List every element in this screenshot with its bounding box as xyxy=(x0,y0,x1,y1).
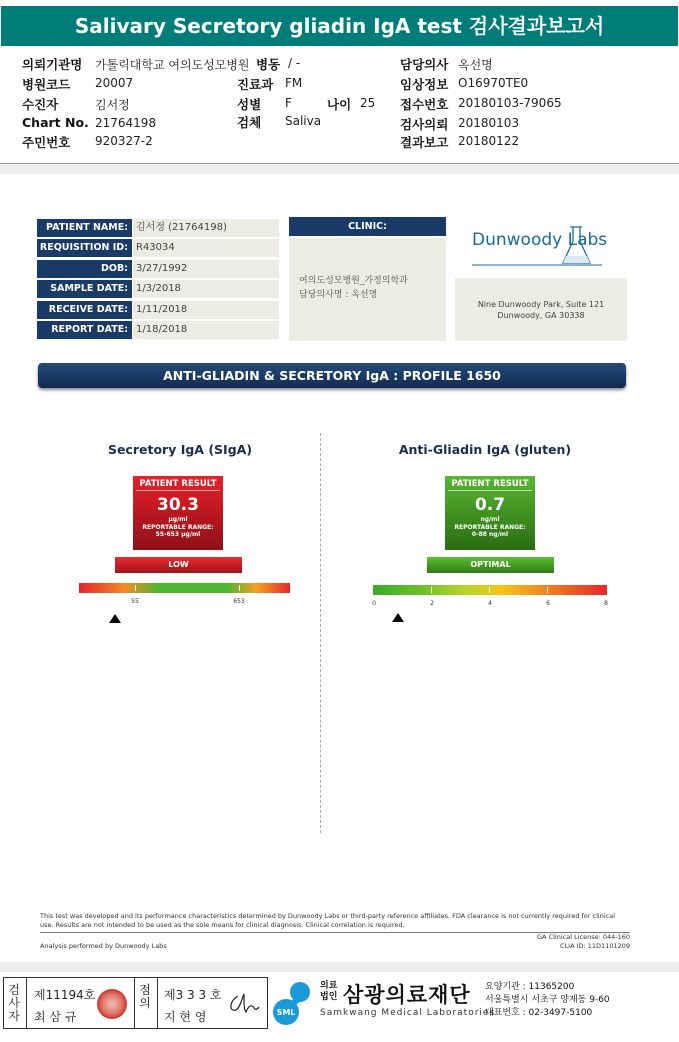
result-box xyxy=(445,476,535,550)
header-label: 병원코드 xyxy=(22,77,71,92)
examiner-license: 제11194호 xyxy=(34,988,96,1002)
header-label: 수진자 xyxy=(22,97,59,112)
ward-value: / - xyxy=(288,56,301,70)
clinic-name: 여의도성모병원_가정의학과 xyxy=(299,276,408,286)
result-value: 0.7 xyxy=(474,495,506,515)
signature-box xyxy=(3,977,268,1029)
patient-value: 1/18/2018 xyxy=(133,321,279,339)
doctor-license: 제3 3 3 호 xyxy=(164,988,222,1002)
patient-value: 1/3/2018 xyxy=(133,280,279,298)
clinic-box xyxy=(289,238,446,341)
result-marker xyxy=(109,614,121,623)
test-title: Secretory IgA (SIgA) xyxy=(107,442,253,457)
header-value: 옥선명 xyxy=(458,58,493,72)
license-info xyxy=(500,933,630,951)
result-box xyxy=(133,476,223,550)
range-gauge xyxy=(373,585,607,595)
sml-english-name: Samkwang Medical Laboratories xyxy=(320,1008,496,1018)
examiner-label: 검사자 xyxy=(8,983,20,1023)
header-value: 20007 xyxy=(95,76,134,90)
sml-logo-icon xyxy=(272,980,314,1026)
header-value: 20180122 xyxy=(458,134,520,148)
header-label: 결과보고 xyxy=(400,135,449,150)
lab-address-line1: Nine Dunwoody Park, Suite 121 xyxy=(477,300,605,309)
sml-badge: SML xyxy=(276,1008,296,1017)
tick-label: 2 xyxy=(430,600,434,607)
gauge-tick xyxy=(135,585,136,591)
seal-stamp-icon xyxy=(97,989,127,1019)
header-value: 김서정 xyxy=(95,98,130,112)
report-title: Salivary Secretory gliadin IgA test 검사결과보고서 xyxy=(1,6,678,46)
header-value: O16970TE0 xyxy=(458,76,529,90)
result-unit: ng/ml xyxy=(480,516,500,523)
examiner-name: 최 삼 규 xyxy=(34,1010,77,1024)
lab-address xyxy=(455,278,627,341)
dept-value: FM xyxy=(285,76,303,90)
result-value: 30.3 xyxy=(157,495,199,515)
specimen-value: Saliva xyxy=(285,114,322,128)
signature-scribble-icon xyxy=(224,990,260,1018)
sex-value: F xyxy=(285,96,292,110)
patient-label: REQUISITION ID: xyxy=(37,239,132,257)
dept-label: 진료과 xyxy=(237,77,274,92)
analysis-note: Analysis performed by Dunwoody Labs xyxy=(40,942,167,950)
tick-label: 55 xyxy=(131,598,139,605)
header-label: 임상정보 xyxy=(400,77,449,92)
status-badge: LOW xyxy=(115,557,242,573)
header-label: 담당의사 xyxy=(400,57,449,72)
sml-name: 삼광의료재단 xyxy=(343,983,471,1007)
footer-band xyxy=(0,962,679,972)
patient-value: R43034 xyxy=(133,239,279,257)
clia-id: CLIA ID: 11D1101209 xyxy=(560,942,630,950)
age-label: 나이 xyxy=(327,97,352,112)
panel-divider xyxy=(320,433,321,833)
patient-value: 1/11/2018 xyxy=(133,301,279,319)
ward-label: 병동 xyxy=(256,57,281,72)
gauge-tick xyxy=(547,587,548,593)
tick-label: 4 xyxy=(488,600,492,607)
sig-divider xyxy=(157,978,158,1028)
header-value: 가톨릭대학교 여의도성모병원 xyxy=(95,58,250,72)
dunwoody-logo: Dunwoody Labs xyxy=(472,230,608,250)
range-value: 55-653 μg/ml xyxy=(155,531,201,538)
tick-label: 653 xyxy=(233,598,245,605)
range-label: REPORTABLE RANGE: xyxy=(142,524,214,531)
tick-label: 8 xyxy=(604,600,608,607)
patient-value: 3/27/1992 xyxy=(133,260,279,278)
range-value: 0-88 ng/ml xyxy=(471,531,509,538)
divider-band xyxy=(0,164,679,174)
specimen-label: 검체 xyxy=(237,115,262,130)
test-title: Anti-Gliadin IgA (gluten) xyxy=(398,442,572,457)
corp-type-line1: 의료 xyxy=(320,981,338,991)
range-label: REPORTABLE RANGE: xyxy=(454,524,526,531)
doctor-name: 지 현 영 xyxy=(164,1010,207,1024)
doctor-label: 점의 xyxy=(139,983,151,1010)
status-badge: OPTIMAL xyxy=(427,557,554,573)
age-value: 25 xyxy=(360,96,376,110)
patient-label: PATIENT NAME: xyxy=(37,219,132,237)
lab-address-line2: Dunwoody, GA 30338 xyxy=(497,311,585,320)
header-value: 920327-2 xyxy=(95,134,153,148)
range-gauge xyxy=(79,583,290,593)
header-label: Chart No. xyxy=(22,115,89,130)
header-value: 21764198 xyxy=(95,116,157,130)
sex-label: 성별 xyxy=(237,97,262,112)
patient-label: DOB: xyxy=(37,260,132,278)
patient-value: 김서정 (21764198) xyxy=(133,219,279,237)
gauge-tick xyxy=(431,587,432,593)
sig-divider xyxy=(134,978,135,1028)
result-label: PATIENT RESULT xyxy=(136,476,220,491)
header-label: 접수번호 xyxy=(400,97,449,112)
header-value: 20180103 xyxy=(458,116,520,130)
result-unit: μg/ml xyxy=(168,516,188,523)
corp-type xyxy=(320,981,337,1003)
ga-license: GA Clinical License: 044-160 xyxy=(537,933,630,941)
result-label: PATIENT RESULT xyxy=(448,476,532,491)
sig-divider xyxy=(26,978,27,1028)
patient-label: SAMPLE DATE: xyxy=(37,280,132,298)
header-label: 주민번호 xyxy=(22,135,71,150)
clinic-doctor: 담당의사명 : 옥선명 xyxy=(299,290,378,300)
gauge-tick xyxy=(239,585,240,591)
header-label: 검사의뢰 xyxy=(400,117,449,132)
sml-phone: 대표번호 : 02-3497-5100 xyxy=(485,1008,593,1018)
gauge-tick xyxy=(489,587,490,593)
result-marker xyxy=(392,613,404,622)
tick-label: 6 xyxy=(546,600,550,607)
patient-label: RECEIVE DATE: xyxy=(37,301,132,319)
sml-code: 요양기관 : 11365200 xyxy=(485,982,575,992)
header-value: 20180103-79065 xyxy=(458,96,562,110)
corp-type-line2: 법인 xyxy=(320,992,338,1002)
sml-info xyxy=(485,981,610,1020)
profile-title: ANTI-GLIADIN & SECRETORY IgA : PROFILE 1650 xyxy=(38,363,626,388)
header-label: 의뢰기관명 xyxy=(22,57,83,72)
disclaimer: This test was developed and its performance characteristics determined by Dunwoody Labs or third-party reference affiliates. FDA clearance is not currently required for clinical use. Results are not intended to be used as the sole means for clinical diagnosis. Clinical correlation is required. xyxy=(40,912,615,929)
tick-label: 0 xyxy=(372,600,376,607)
sml-address: 서울특별시 서초구 양재동 9-60 xyxy=(485,995,610,1005)
patient-label: REPORT DATE: xyxy=(37,321,132,339)
clinic-heading: CLINIC: xyxy=(289,217,446,236)
